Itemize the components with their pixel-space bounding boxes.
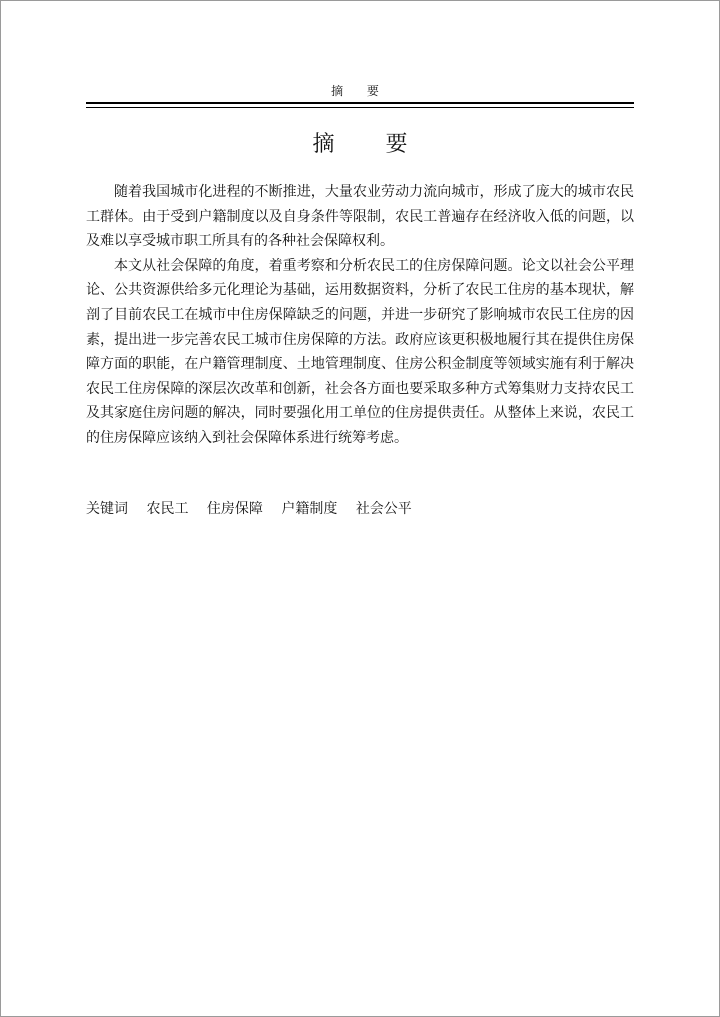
keyword-item: 社会公平 (355, 501, 412, 517)
keywords-line (86, 497, 634, 521)
running-header: 摘 要 (331, 84, 389, 98)
keyword-item: 住房保障 (206, 501, 263, 517)
keywords-label: 关键词 (86, 501, 128, 517)
abstract-paragraph-2: 本文从社会保障的角度，着重考察和分析农民工的住房保障问题。论文以社会公平理论、公共资源供给多元化理论为基础，运用数据资料，分析了农民工住房的基本现状，解剖了目前农民工在城市中住房保障缺乏的问题，并进一步研究了影响城市农民工住房的因素，提出进一步完善农民工城市住房保障的方法。政府应该更积极地履行其在提供住房保障方面的职能，在户籍管理制度、土地管理制度、住房公积金制度等领域实施有利于解决农民工住房保障的深层次改革和创新，社会各方面也要采取多种方式筹集财力支持农民工及其家庭住房问题的解决，同时要强化用工单位的住房提供责任。从整体上来说，农民工的住房保障应该纳入到社会保障体系进行统筹考虑。 (86, 257, 634, 446)
keyword-item: 农民工 (146, 501, 189, 517)
abstract-body (86, 180, 634, 451)
abstract-title: 摘 要 (312, 132, 430, 157)
abstract-paragraph-1: 随着我国城市化进程的不断推进，大量农业劳动力流向城市，形成了庞大的城市农民工群体。由于受到户籍制度以及自身条件等限制，农民工普遍存在经济收入低的问题，以及难以享受城市职工所具有的各种社会保障权利。 (86, 184, 634, 250)
header-rule-thick (86, 102, 634, 104)
keyword-item: 户籍制度 (281, 501, 338, 517)
header-rule-thin (86, 107, 634, 108)
